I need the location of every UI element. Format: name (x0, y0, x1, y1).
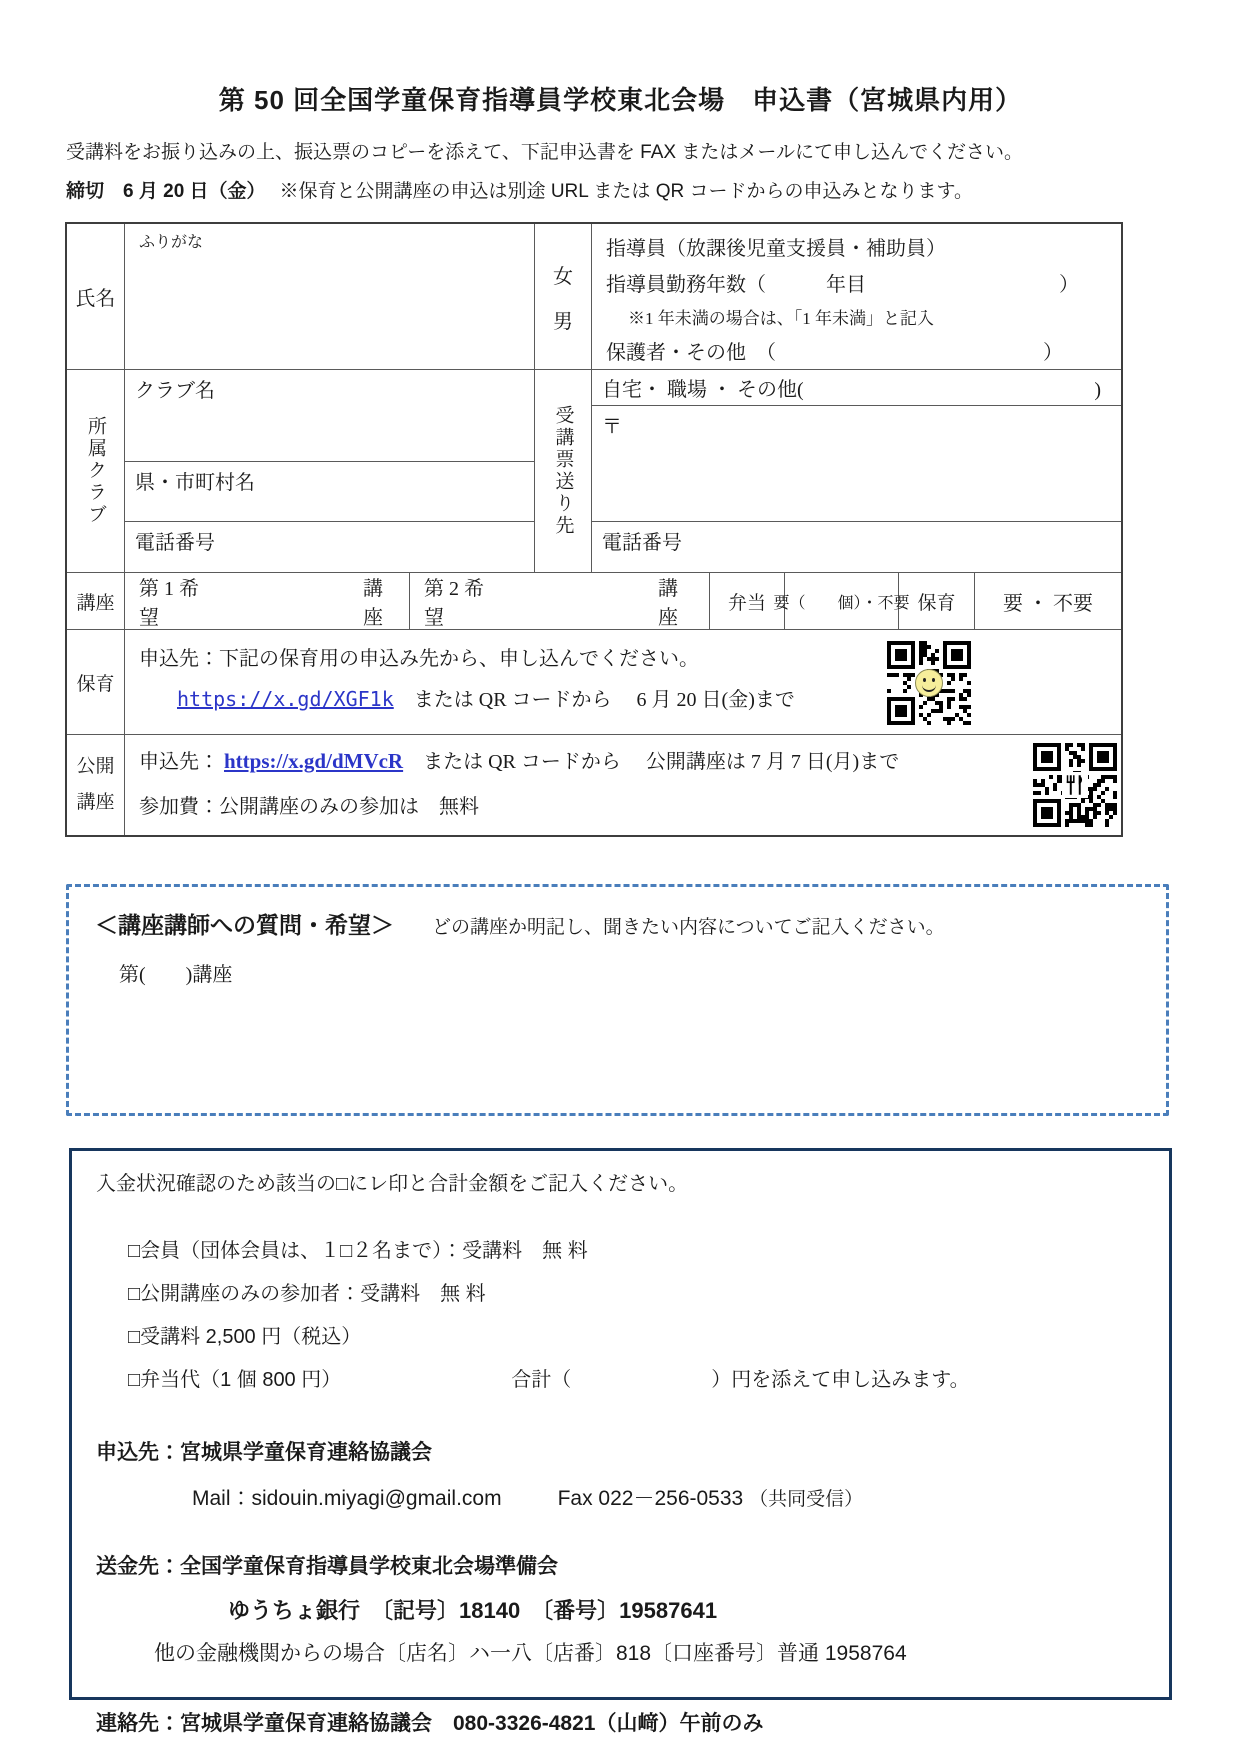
smiley-icon (915, 669, 943, 697)
question-box-note: どの講座か明記し、聞きたい内容についてご記入ください。 (432, 917, 945, 938)
bento-total-row (128, 1363, 1145, 1392)
open-lecture-url-line: 申込先： https://x.gd/dMVcR または QR コードから 公開講座は 7 月 7 日(月)まで (139, 749, 900, 773)
ticket-destination-column (592, 370, 1121, 572)
childcare-content-cell (125, 630, 1121, 734)
open-lecture-apply-link[interactable]: https://x.gd/dMVcR (224, 749, 404, 773)
bank-account-line: ゆうちょ銀行 〔記号〕18140 〔番号〕19587641 (228, 1598, 718, 1623)
checkbox-bento[interactable]: □弁当代（1 個 800 円） (128, 1369, 342, 1391)
page-title: 第 50 回全国学童保育指導員学校東北会場 申込書（宮城県内用） (218, 85, 1023, 115)
checkbox-fee[interactable]: □受講料 2,500 円（税込） (128, 1326, 362, 1348)
other-bank-line: 他の金融機関からの場合〔店名〕ハ一八〔店番〕818〔口座番号〕普通 1958764 (154, 1642, 907, 1665)
role-cell[interactable] (592, 224, 1121, 369)
club-region-cell[interactable]: 県・市町村名 (125, 462, 534, 522)
gender-male-option[interactable]: 男 (553, 310, 573, 333)
question-box[interactable] (66, 884, 1169, 1116)
club-row (67, 370, 1121, 573)
destination-type-cell[interactable]: 自宅・ 職場 ・ その他( ) (592, 370, 1121, 406)
contact-mail-row (192, 1482, 1145, 1512)
address-cell[interactable] (592, 406, 1121, 522)
name-row (67, 224, 1121, 370)
club-row-label: 所属クラブ (67, 370, 125, 572)
open-lecture-fee-line: 参加費：公開講座のみの参加は 無料 (139, 796, 479, 818)
intro-text: 受講料をお振り込みの上、振込票のコピーを添えて、下記申込書を FAX またはメールにて申し込んでください。 (66, 142, 1023, 163)
payment-instruction: 入金状況確認のため該当の□にレ印と合計金額をご記入ください。 (96, 1173, 689, 1195)
guardian-line: 保護者・その他 （ ） (606, 342, 1063, 364)
childcare-row-label: 保育 (67, 630, 125, 734)
payment-box (69, 1148, 1172, 1735)
name-input-cell[interactable] (125, 224, 535, 369)
furigana-label: ふりがな (139, 234, 204, 251)
club-phone-cell[interactable]: 電話番号 (135, 532, 215, 554)
application-table (65, 222, 1123, 837)
open-lecture-content-cell (125, 735, 1121, 835)
checkbox-open-lecture-only[interactable]: □公開講座のみの参加者：受講料 無 料 (128, 1283, 486, 1305)
open-lecture-row-label: 公開 講座 (67, 735, 125, 835)
years-note: ※1 年未満の場合は、「1 年未満」と記入 (628, 309, 934, 328)
deadline-label: 締切 6 月 20 日（金） (66, 181, 266, 202)
years-line: 指導員勤務年数（ 年目 ） (606, 274, 1079, 296)
contact-phone-line: 連絡先：宮城県学童保育連絡協議会 080-3326-4821（山﨑）午前のみ (96, 1712, 764, 1735)
gender-female-option[interactable]: 女 (553, 265, 573, 288)
course-choice2-cell[interactable]: 第 2 希望 講座 (410, 573, 710, 629)
bento-option-cell[interactable]: 要（ 個）・不要 (785, 573, 899, 629)
childcare-instruction: 申込先：下記の保育用の申込み先から、申し込んでください。 (139, 648, 699, 670)
childcare-url-line: https://x.gd/XGF1k または QR コードから 6 月 20 日(金)まで (177, 687, 795, 711)
course-choice1-cell[interactable]: 第 1 希望 講座 (125, 573, 410, 629)
club-name-cell[interactable]: クラブ名 (125, 370, 534, 462)
role-line: 指導員（放課後児童支援員・補助員） (606, 238, 946, 260)
open-lecture-qr-code (1033, 743, 1117, 827)
course-row (67, 573, 1121, 630)
childcare-qr-code (887, 641, 971, 725)
question-box-header (69, 887, 1166, 940)
mail-address: Mail：sidouin.miyagi@gmail.com (192, 1487, 502, 1510)
deadline-line (66, 176, 1176, 203)
checkbox-member[interactable]: □会員（団体会員は、１□２名まで）：受講料 無 料 (128, 1240, 588, 1262)
fax-note: （共同受信） (749, 1489, 864, 1510)
postal-mark: 〒 (602, 416, 622, 438)
question-course-line: 第( )講座 (119, 964, 233, 986)
payment-checklist (128, 1234, 1145, 1392)
course-row-label: 講座 (67, 573, 125, 629)
name-row-label: 氏名 (67, 224, 125, 369)
remit-to-line: 送金先：全国学童保育指導員学校東北会場準備会 (96, 1555, 558, 1578)
deadline-note: ※保育と公開講座の申込は別途 URL または QR コードからの申込みとなります。 (279, 181, 973, 202)
childcare-row (67, 630, 1121, 735)
question-box-title: ＜講座講師への質問・希望＞ (95, 912, 394, 938)
care-option-cell[interactable]: 要 ・ 不要 (1003, 592, 1093, 615)
care-label-cell: 保育 (899, 573, 975, 629)
childcare-apply-link[interactable]: https://x.gd/XGF1k (177, 687, 394, 711)
open-lecture-row (67, 735, 1121, 835)
ticket-destination-label: 受講票送り先 (535, 370, 592, 572)
club-detail-column (125, 370, 535, 572)
fax-number: Fax 022－256-0533 （共同受信） (557, 1487, 864, 1510)
bento-label-cell: 弁当 (710, 573, 785, 629)
gender-cell[interactable] (535, 224, 592, 369)
utensils-icon (1062, 772, 1088, 798)
apply-to-line: 申込先：宮城県学童保育連絡協議会 (96, 1441, 432, 1464)
total-amount-line: 合計（ ）円を添えて申し込みます。 (511, 1369, 970, 1391)
destination-phone-cell[interactable]: 電話番号 (602, 532, 682, 554)
